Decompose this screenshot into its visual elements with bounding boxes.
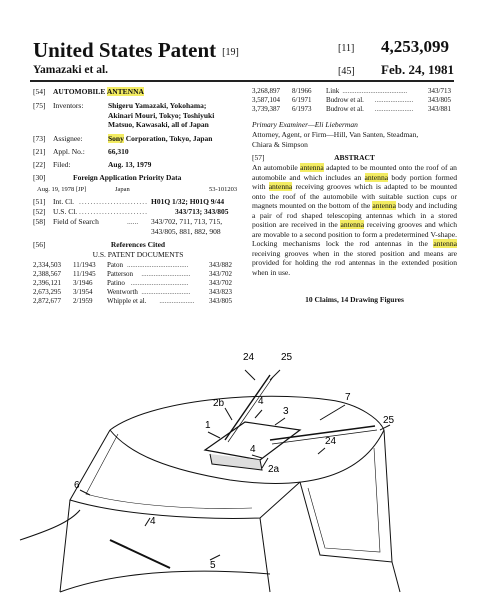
inventor-name-line: Akinari Mouri, Tokyo; Toshiyuki — [108, 110, 215, 120]
claims-summary: 10 Claims, 14 Drawing Figures — [305, 295, 404, 304]
attorney-line: Attorney, Agent, or Firm—Hill, Van Santen, Steadman, — [252, 130, 419, 139]
patent-date-code: [45] — [338, 66, 355, 77]
us-patent-documents-heading: U.S. PATENT DOCUMENTS — [92, 250, 184, 259]
field-of-search-line: 343/702, 711, 713, 715, — [151, 217, 223, 226]
reference-no: 2,388,567 — [33, 270, 61, 278]
reference-name: Budrow et al. — [326, 96, 364, 104]
patent-heading: United States Patent [19] — [33, 38, 239, 62]
inventor-name-line: Shigeru Yamazaki, Yokohama; — [108, 101, 207, 110]
reference-no: 3,739,387 — [252, 105, 280, 113]
highlighted-term: antenna — [340, 220, 365, 230]
figure-reference-numeral: 2a — [268, 464, 280, 475]
highlighted-term: antenna — [364, 172, 389, 182]
highlighted-term: antenna — [372, 201, 396, 211]
reference-date: 2/1959 — [73, 297, 93, 305]
references-heading: References Cited — [110, 240, 166, 249]
reference-name: Patino — [107, 279, 125, 287]
highlighted-term: antenna — [300, 163, 324, 172]
int-cl: H01Q 1/32; H01Q 9/44 — [151, 197, 225, 206]
header-rule — [30, 80, 454, 82]
figure-reference-numeral: 4 — [150, 516, 156, 527]
reference-no: 2,334,503 — [33, 261, 61, 269]
reference-name: Budrow et al. — [326, 105, 364, 113]
reference-cls: 343/805 — [209, 297, 232, 305]
figure-reference-numeral: 4 — [258, 396, 264, 407]
reference-date: 11/1943 — [73, 261, 96, 269]
reference-date: 6/1973 — [292, 105, 312, 113]
inventor-name-line: Matsuo, Kawasaki, all of Japan — [108, 120, 209, 130]
reference-cls: 343/702 — [209, 270, 232, 278]
figure-reference-numeral: 2b — [213, 398, 225, 409]
figure-reference-numeral: 5 — [210, 560, 216, 571]
figure-reference-numeral: 1 — [205, 420, 211, 431]
figure-reference-numeral: 4 — [250, 444, 256, 455]
highlighted-term: antenna — [268, 182, 293, 192]
reference-no: 3,587,104 — [252, 96, 280, 104]
us-cl: 343/713; 343/805 — [175, 207, 229, 216]
patent-number-code: [11] — [338, 43, 355, 54]
reference-name: Link — [326, 87, 340, 95]
reference-cls: 343/823 — [209, 288, 232, 296]
abstract-text: An automobile antenna adapted to be mounted onto the roof of an automobile and which includes an antenna body portion formed with antenna receiving grooves which is adapted to be mounted onto the roof of the automobile with suitable suction cups or magnets mounted on the bottom of the antenna body and including a pair of rod shaped telescoping antennas which in a stored position are received in the antenna receiving grooves and which are movable to a second position to form a predetermined V-shape. Locking mechanisms lock the rod antennas in the antenna receiving grooves when in the stored position and means are provided for holding the rod antennas in the extended position when in use. — [252, 163, 458, 278]
figure-reference-numeral: 6 — [74, 480, 80, 491]
field-of-search-line: 343/805, 881, 882, 908 — [151, 226, 221, 236]
figure-reference-numeral: 24 — [243, 352, 255, 363]
patent-date: Feb. 24, 1981 — [381, 62, 454, 77]
reference-cls: 343/882 — [209, 261, 232, 269]
figure-reference-numeral: 3 — [283, 406, 289, 417]
figure-reference-numeral: 25 — [281, 352, 293, 363]
reference-cls: 343/881 — [428, 105, 451, 113]
reference-cls: 343/805 — [428, 96, 451, 104]
inventor-line: Yamazaki et al. — [33, 64, 109, 76]
reference-cls: 343/702 — [209, 279, 232, 287]
reference-no: 3,268,897 — [252, 87, 280, 95]
invention-title: AUTOMOBILE ANTENNA — [53, 87, 144, 96]
primary-examiner: Primary Examiner—Eli Lieberman — [252, 120, 358, 129]
reference-date: 6/1971 — [292, 96, 312, 104]
reference-name: Wentworth — [107, 288, 138, 296]
patent-drawing — [0, 330, 482, 600]
application-number: 66,310 — [108, 147, 129, 156]
reference-name: Paton — [107, 261, 123, 269]
reference-name: Patterson — [107, 270, 134, 278]
reference-date: 11/1945 — [73, 270, 96, 278]
figure-reference-numeral: 7 — [345, 392, 351, 403]
reference-name: Whipple et al. — [107, 297, 147, 305]
figure-reference-numeral: 25 — [383, 415, 395, 426]
reference-no: 2,673,295 — [33, 288, 61, 296]
reference-no: 2,396,121 — [33, 279, 61, 287]
assignee-name: Sony Corporation, Tokyo, Japan — [108, 134, 213, 143]
reference-cls: 343/713 — [428, 87, 451, 95]
reference-date: 8/1966 — [292, 87, 312, 95]
figure-reference-numeral: 24 — [325, 436, 337, 447]
abstract-heading: ABSTRACT — [334, 153, 375, 162]
foreign-priority-heading: Foreign Application Priority Data — [73, 173, 182, 182]
left-column: [54] AUTOMOBILE ANTENNA [75] Inventors: Shigeru Yamazaki, Yokohama; Akinari Mouri, Tokyo; Toshiyuki Matsuo, Kawasaki, all of Japan [73] Assignee: Sony Corporation, Tokyo, Japan [21] Appl. No.: 66,310 [22] Filed: Aug. 13, 1979 [30] Foreign Application Priority Data Aug. 19, 1978 [JP] Japan 53-101203 [51] Int. Cl. ........................ H01Q 1/32; H01Q 9/44 [52] U.S. Cl. ........................ 343/713; 343/805 [58] Field of Search ...... 343/702, 711, 713, 715, 343/805, 881, 882, 908 [56] References Cited U.S. PATENT DOCUMENTS 2,334,503 11/1943 Paton 343/882 ................................... 2,388,567 11/1945 Patterson 343/702 ............................ 2,396,121 3/1946 Patino 343/702 ................................. 2,673,295 3/1954 Wentworth 343/823 ............................ 2,872,677 2/1959 Whipple et al. 343/805 .................... — [33, 87, 243, 287]
reference-date: 3/1946 — [73, 279, 93, 287]
attorney-line: Chiara & Simpson — [252, 139, 308, 149]
filed-date: Aug. 13, 1979 — [108, 160, 152, 169]
reference-date: 3/1954 — [73, 288, 93, 296]
highlighted-term: antenna — [433, 239, 457, 249]
reference-no: 2,872,677 — [33, 297, 61, 305]
patent-number: 4,253,099 — [381, 37, 449, 56]
